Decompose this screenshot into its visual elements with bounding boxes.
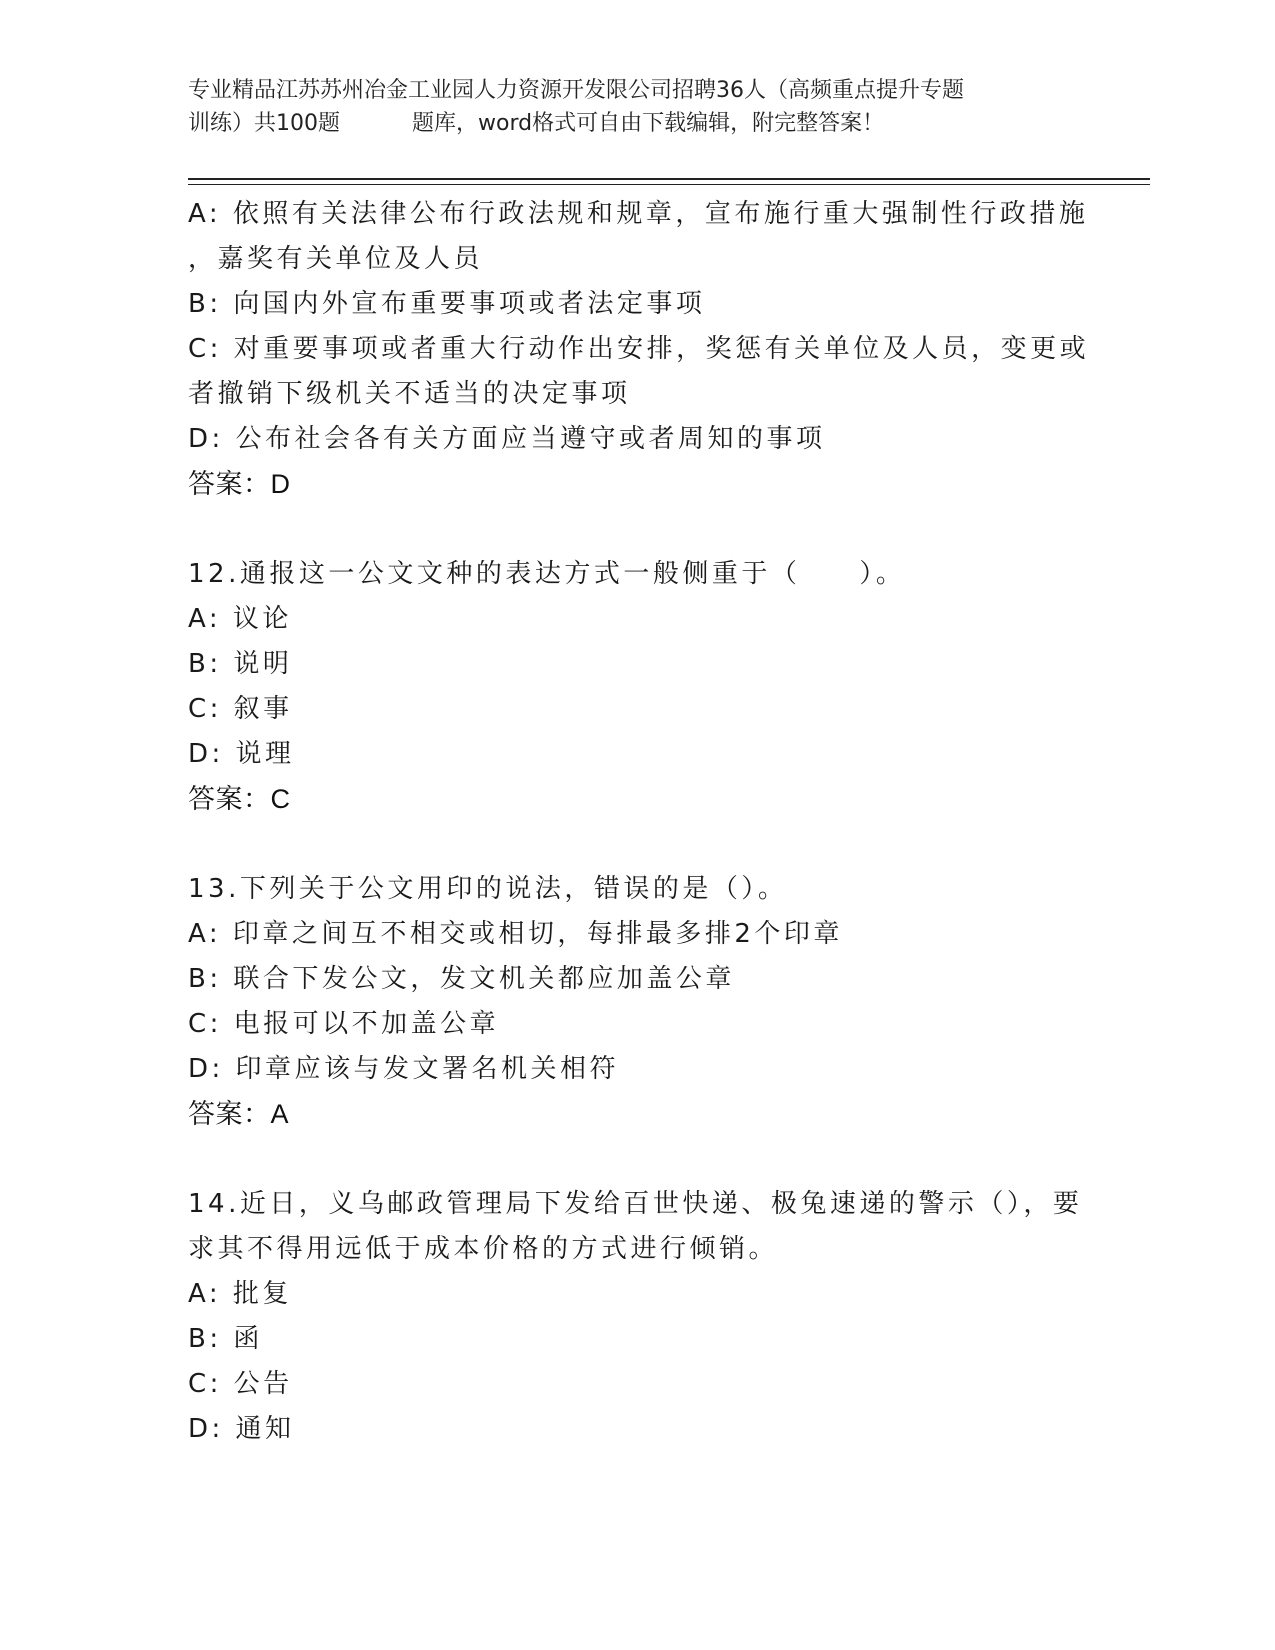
q13-option-b: B: 联合下发公文，发文机关都应加盖公章: [188, 964, 735, 994]
question-content: [188, 192, 1088, 1452]
q14-question-line-1: 14.近日，义乌邮政管理局下发给百世快递、极兔速递的警示（），要: [188, 1189, 1083, 1219]
q12-option-b: B: 说明: [188, 649, 293, 679]
q14-option-c: C: 公告: [188, 1369, 293, 1399]
question-12-block: [188, 552, 1088, 822]
q13-answer: 答案：A: [188, 1099, 290, 1129]
header-title-line-1: 专业精品江苏苏州冶金工业园人力资源开发限公司招聘36人（高频重点提升专题: [188, 78, 964, 103]
q11-option-d: D: 公布社会各有关方面应当遵守或者周知的事项: [188, 424, 826, 454]
document-header: [188, 74, 1088, 140]
q14-option-a: A: 批复: [188, 1279, 292, 1309]
question-11-block: [188, 192, 1088, 507]
question-13-block: [188, 867, 1088, 1137]
header-title-line-2-part-b: 题库，word格式可自由下载编辑，附完整答案！: [412, 111, 885, 136]
q11-option-a-line-1: A: 依照有关法律公布行政法规和规章，宣布施行重大强制性行政措施: [188, 199, 1089, 229]
header-title-line-2: [188, 107, 1088, 140]
q14-option-b: B: 函: [188, 1324, 263, 1354]
q13-option-a: A: 印章之间互不相交或相切，每排最多排2个印章: [188, 919, 843, 949]
q13-option-d: D: 印章应该与发文署名机关相符: [188, 1054, 620, 1084]
q11-answer: 答案：D: [188, 469, 291, 499]
q12-question: 12.通报这一公文文种的表达方式一般侧重于（ ）。: [188, 559, 906, 589]
header-divider-thick: [188, 178, 1150, 180]
q11-option-b: B: 向国内外宣布重要事项或者法定事项: [188, 289, 706, 319]
q11-option-a-line-2: ，嘉奖有关单位及人员: [188, 244, 484, 274]
header-divider-thin: [188, 184, 1150, 185]
q12-answer: 答案：C: [188, 784, 291, 814]
header-title-line-2-part-a: 训练）共100题: [188, 111, 340, 136]
q14-question-line-2: 求其不得用远低于成本价格的方式进行倾销。: [188, 1234, 779, 1264]
q11-option-c-line-1: C: 对重要事项或者重大行动作出安排，奖惩有关单位及人员，变更或: [188, 334, 1090, 364]
q13-option-c: C: 电报可以不加盖公章: [188, 1009, 500, 1039]
q12-option-c: C: 叙事: [188, 694, 293, 724]
question-14-block: [188, 1182, 1088, 1452]
q14-option-d: D: 通知: [188, 1414, 295, 1444]
q12-option-a: A: 议论: [188, 604, 292, 634]
q12-option-d: D: 说理: [188, 739, 295, 769]
q11-option-c-line-2: 者撤销下级机关不适当的决定事项: [188, 379, 631, 409]
q13-question: 13.下列关于公文用印的说法，错误的是（）。: [188, 874, 788, 904]
